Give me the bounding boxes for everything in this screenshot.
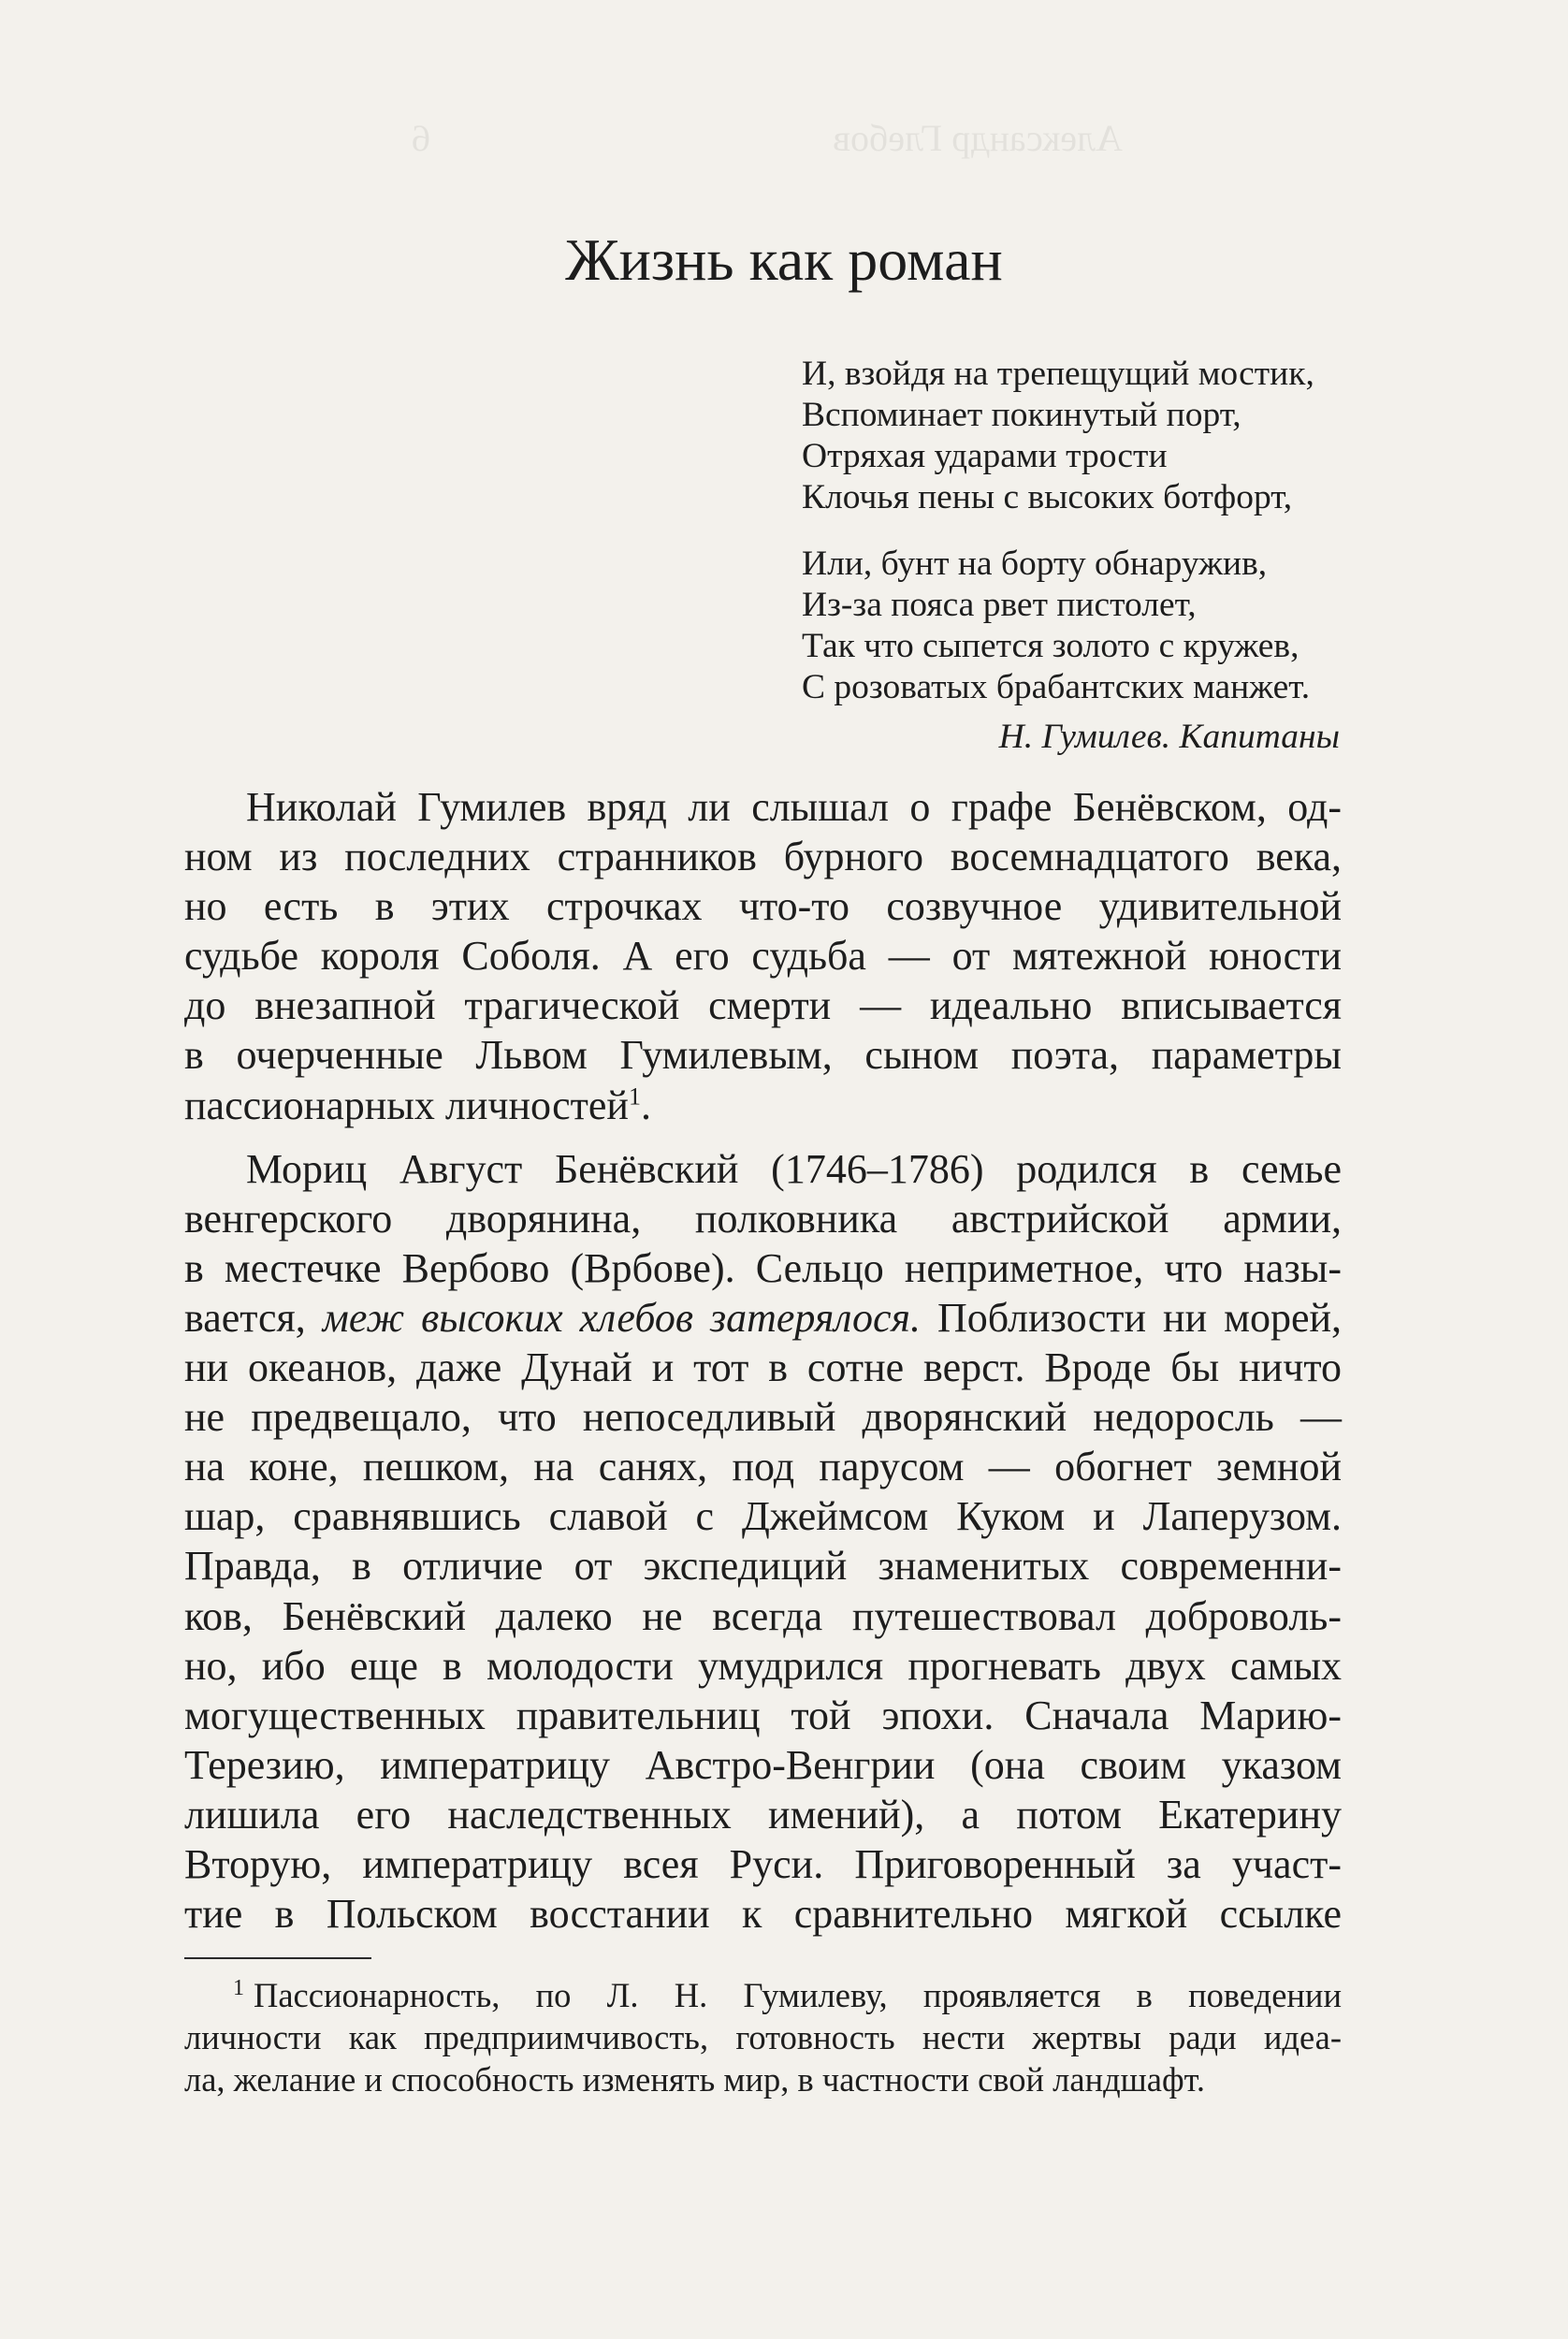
text-segment: вается, [184, 1294, 323, 1341]
text-line: венгерского дворянина, полковника австрийской армии, [184, 1195, 1342, 1242]
text-line-content: пассионарных личностей [184, 1082, 629, 1128]
text-line: ков, Бенёвский далеко не всегда путешествовал доброволь- [184, 1592, 1342, 1639]
epigraph-line: Клочья пены с высоких ботфорт, [802, 478, 1293, 516]
text-line [184, 1293, 1342, 1343]
text-line: Терезию, императрицу Австро-Венгрии (она своим указом [184, 1741, 1342, 1788]
bleed-through [187, 112, 1347, 220]
text-line: не предвещало, что непоседливый дворянский недоросль — [184, 1394, 1342, 1441]
epigraph-line: Или, бунт на борту обнаружив, [802, 545, 1268, 583]
footnote-divider [184, 1957, 371, 1959]
text-line: лишила его наследственных имений), а потом Екатерину [184, 1791, 1342, 1838]
footnote-number: 1 [233, 1975, 244, 2000]
epigraph-line: Так что сыпется золото с кружев, [802, 627, 1299, 665]
epigraph-line: Из-за пояса рвет пистолет, [802, 586, 1197, 624]
epigraph-stanza-2 [802, 544, 1363, 708]
footnote-line [184, 1974, 1342, 2016]
text-line: Правда, в отличие от экспедиций знаменитых современни- [184, 1543, 1342, 1590]
text-line: в местечке Вербово (Врбове). Сельцо неприметное, что назы- [184, 1244, 1342, 1291]
text-line: Николай Гумилев вряд ли слышал о графе Бенёвском, од- [246, 784, 1342, 830]
text-line: Вторую, императрицу всея Руси. Приговоренный за участ- [184, 1840, 1342, 1887]
footnote-line: личности как предприимчивость, готовность нести жертвы ради идеа- [184, 2018, 1342, 2056]
text-segment: Поблизости ни морей, [921, 1294, 1343, 1341]
paragraph-2 [184, 1144, 1342, 1939]
epigraph-line: И, взойдя на трепещущий мостик, [802, 355, 1314, 393]
paragraph-1 [184, 782, 1342, 1130]
text-line: пассионарных личностей$^1$. [184, 1082, 651, 1128]
footnote-text: Пассионарность, по Л. Н. Гумилеву, проявляется в поведении [254, 1976, 1342, 2014]
epigraph-stanza-1 [802, 354, 1363, 518]
epigraph [802, 354, 1363, 708]
text-line: шар, сравнявшись славой с Джеймсом Куком и Лаперузом. [184, 1493, 1342, 1540]
bleed-header-text: Александр Глебов [833, 117, 1123, 159]
footnote-line: ла, желание и способность изменять мир, в частности свой ландшафт. [184, 2060, 1205, 2099]
text-line: ни океанов, даже Дунай и тот в сотне верст. Вроде бы ничто [184, 1344, 1342, 1391]
text-line: но есть в этих строчках что-то созвучное удивительной [184, 883, 1342, 930]
bleed-header [187, 112, 1347, 164]
text-line: до внезапной трагической смерти — идеально вписывается [184, 982, 1342, 1029]
text-line: могущественных правительниц той эпохи. Сначала Марию- [184, 1692, 1342, 1738]
text-line: в очерченные Львом Гумилевым, сыном поэта, параметры [184, 1032, 1342, 1079]
footnote-reference[interactable]: 1 [628, 1082, 641, 1110]
text-line: судьбе короля Соболя. А его судьба — от мятежной юности [184, 933, 1342, 980]
text-line: ном из последних странников бурного восемнадцатого века, [184, 834, 1342, 880]
chapter-title: Жизнь как роман [565, 226, 1003, 293]
body-text [184, 782, 1342, 1939]
text-line: тие в Польском восстании к сравнительно мягкой ссылке [184, 1891, 1342, 1938]
epigraph-attribution: Н. Гумилев. Капитаны [998, 718, 1340, 756]
epigraph-line: Вспоминает покинутый порт, [802, 396, 1241, 434]
italic-quote: меж высоких хлебов затерялося. [322, 1294, 922, 1341]
epigraph-line: С розоватых брабантских манжет. [802, 668, 1311, 706]
bleed-page-number: 6 [412, 117, 431, 159]
footnote [184, 1974, 1342, 2100]
epigraph-line: Отряхая ударами трости [802, 437, 1168, 475]
text-line: но, ибо еще в молодости умудрился прогневать двух самых [184, 1642, 1342, 1689]
text-line: на коне, пешком, на санях, под парусом — обогнет земной [184, 1444, 1342, 1490]
text-line: Мориц Август Бенёвский (1746–1786) родился в семье [246, 1145, 1342, 1192]
